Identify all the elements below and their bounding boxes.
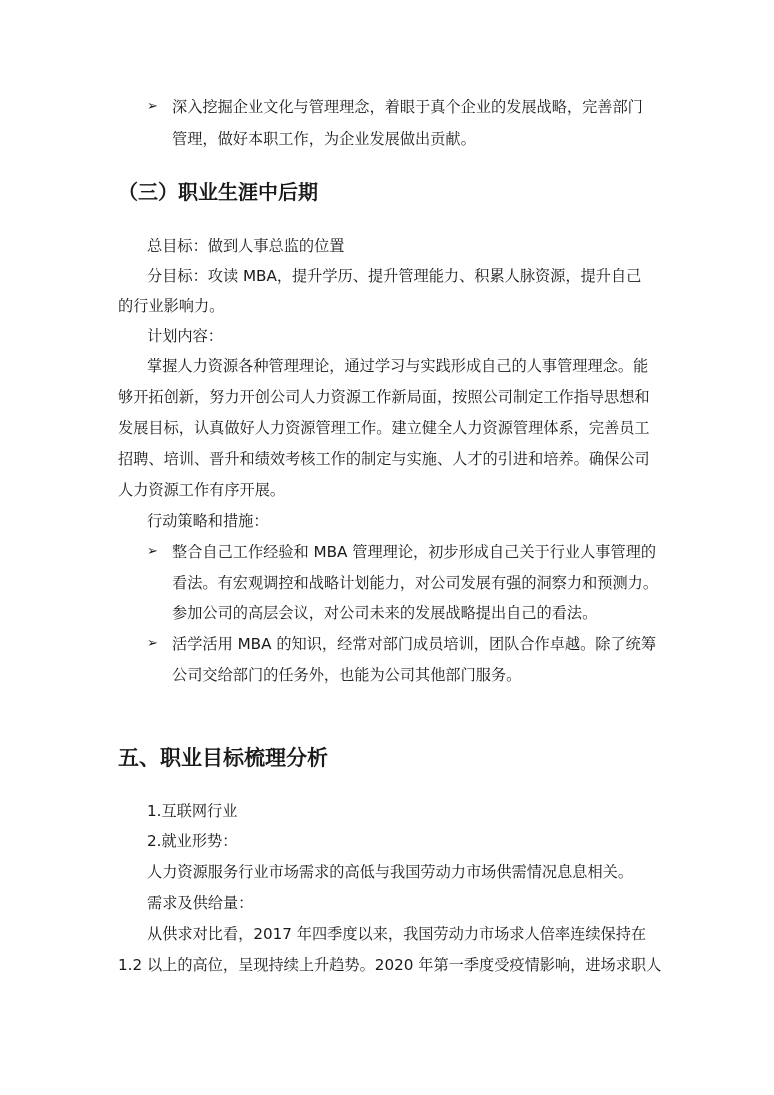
plan-line: 掌握人力资源各种管理理论，通过学习与实践形成自己的人事管理理念。能 [147, 357, 649, 375]
section-heading-career-late: （三）职业生涯中后期 [118, 180, 318, 204]
plan-line: 够开拓创新，努力开创公司人力资源工作新局面，按照公司制定工作指导思想和 [118, 388, 650, 406]
list-item-internet-industry: 1.互联网行业 [147, 802, 238, 820]
action-bullet-1-line: 参加公司的高层会议，对公司未来的发展战略提出自己的看法。 [172, 604, 598, 622]
plan-line: 发展目标，认真做好人力资源管理工作。建立健全人力资源管理体系，完善员工 [118, 419, 650, 437]
paragraph-supply-demand-line-1: 从供求对比看，2017 年四季度以来，我国劳动力市场求人倍率连续保持在 [147, 925, 647, 943]
sub-goal-line-1: 分目标：攻读 MBA，提升学历、提升管理能力、积累人脉资源，提升自己 [147, 267, 642, 285]
list-item-employment-situation: 2.就业形势： [147, 832, 238, 850]
action-bullet-2-line: 活学活用 MBA 的知识，经常对部门成员培训，团队合作卓越。除了统筹 [172, 635, 657, 653]
plan-label: 计划内容： [147, 327, 223, 345]
section-heading-career-goal-analysis: 五、职业目标梳理分析 [118, 746, 328, 770]
paragraph-supply-demand-line-2: 1.2 以上的高位，呈现持续上升趋势。2020 年第一季度受疫情影响，进场求职人 [118, 956, 662, 974]
top-bullet-line-1: 深入挖掘企业文化与管理理念，着眼于真个企业的发展战略，完善部门 [172, 98, 643, 116]
bullet-arrow-icon: ➢ [147, 544, 158, 559]
sub-goal-line-2: 的行业影响力。 [118, 297, 225, 315]
paragraph-hr-market: 人力资源服务行业市场需求的高低与我国劳动力市场供需情况息息相关。 [147, 863, 633, 881]
bullet-arrow-icon: ➢ [147, 99, 158, 114]
action-bullet-1-line: 整合自己工作经验和 MBA 管理理论，初步形成自己关于行业人事管理的 [172, 543, 657, 561]
top-bullet-line-2: 管理，做好本职工作，为企业发展做出贡献。 [172, 130, 476, 148]
plan-line: 人力资源工作有序开展。 [118, 481, 286, 499]
action-bullet-1-line: 看法。有宏观调控和战略计划能力，对公司发展有强的洞察力和预测力。 [172, 574, 658, 592]
action-bullet-2-line: 公司交给部门的任务外，也能为公司其他部门服务。 [172, 666, 522, 684]
plan-line: 招聘、培训、晋升和绩效考核工作的制定与实施、人才的引进和培养。确保公司 [118, 450, 650, 468]
bullet-arrow-icon: ➢ [147, 636, 158, 651]
total-goal: 总目标：做到人事总监的位置 [147, 237, 345, 255]
action-label: 行动策略和措施： [147, 512, 269, 530]
supply-demand-label: 需求及供给量： [147, 894, 254, 912]
